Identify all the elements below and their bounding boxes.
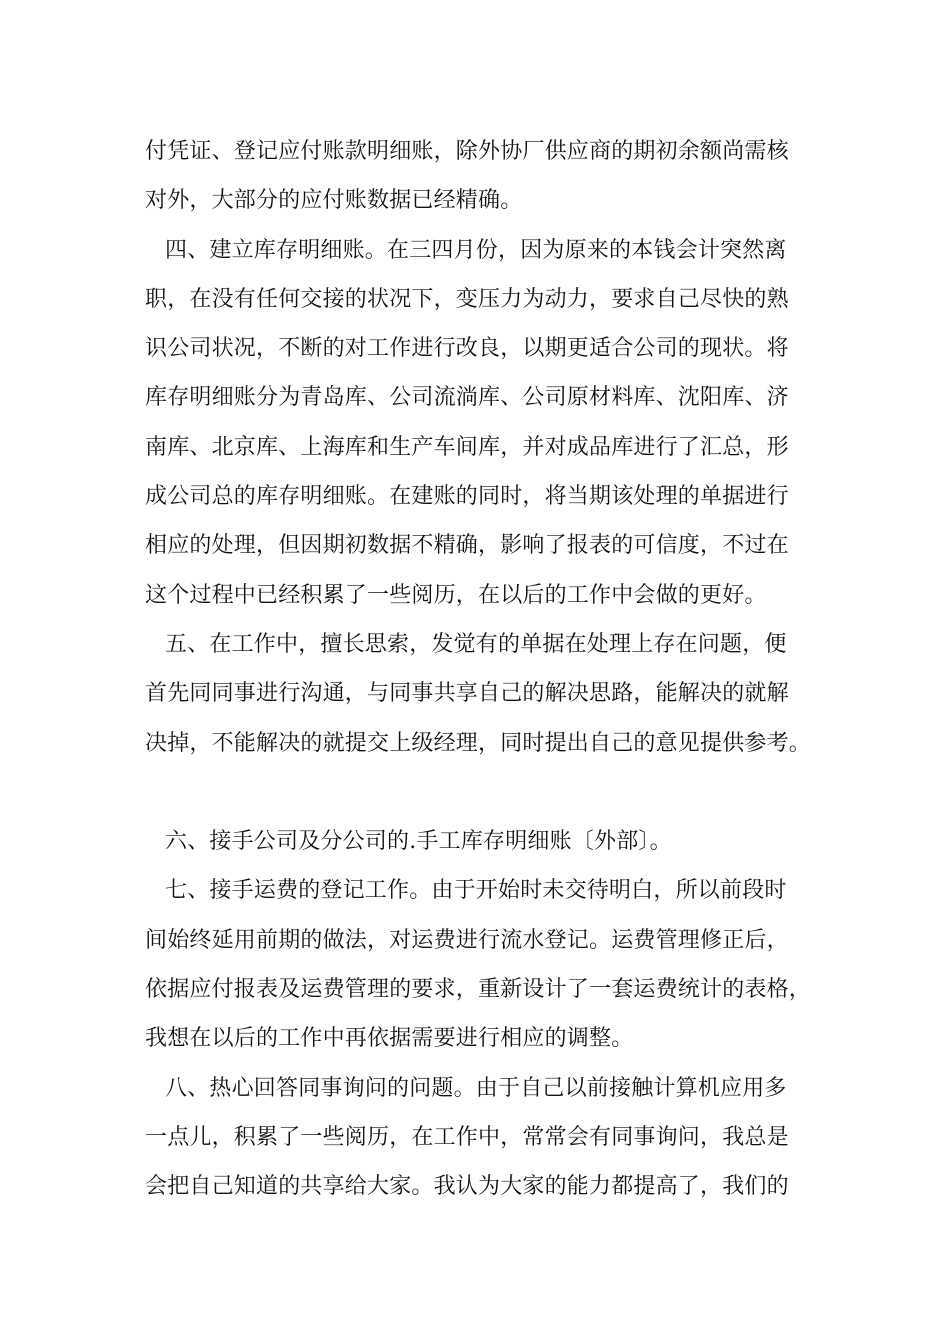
- text-line: 这个过程中已经积累了一些阅历，在以后的工作中会做的更好。: [145, 582, 767, 608]
- text-line: 库存明细账分为青岛库、公司流淌库、公司原材料库、沈阳库、济: [145, 385, 789, 411]
- text-line: 成公司总的库存明细账。在建账的同时，将当期该处理的单据进行: [145, 484, 789, 510]
- paragraph-start-8: 八、热心回答同事询问的问题。由于自己以前接触计算机应用多: [165, 1075, 787, 1101]
- text-line: 付凭证、登记应付账款明细账，除外协厂供应商的期初余额尚需核: [145, 139, 789, 164]
- text-line: 首先同同事进行沟通，与同事共享自己的解决思路，能解决的就解: [145, 681, 789, 707]
- text-line: 相应的处理，但因期初数据不精确，影响了报表的可信度，不过在: [145, 533, 789, 559]
- text-line: 我想在以后的工作中再依据需要进行相应的调整。: [145, 1026, 634, 1052]
- text-line: 依据应付报表及运费管理的要求，重新设计了一套运费统计的表格，: [145, 977, 812, 1003]
- text-line: 南库、北京库、上海库和生产车间库，并对成品库进行了汇总，形: [145, 434, 789, 460]
- paragraph-start-4: 四、建立库存明细账。在三四月份，因为原来的本钱会计突然离: [165, 237, 787, 263]
- text-line: 对外，大部分的应付账数据已经精确。: [145, 188, 523, 214]
- text-line: 职，在没有任何交接的状况下，变压力为动力，要求自己尽快的熟: [145, 286, 789, 312]
- paragraph-start-5: 五、在工作中，擅长思索，发觉有的单据在处理上存在问题，便: [165, 631, 787, 657]
- text-line: 决掉，不能解决的就提交上级经理，同时提出自己的意见提供参考。: [145, 730, 812, 756]
- document-body: [145, 132, 825, 1217]
- text-line: 间始终延用前期的做法，对运费进行流水登记。运费管理修正后，: [145, 927, 789, 953]
- paragraph-start-7: 七、接手运费的登记工作。由于开始时未交待明白，所以前段时: [165, 878, 787, 904]
- paragraph-gap: [145, 773, 825, 822]
- text-line: 识公司状况，不断的对工作进行改良，以期更适合公司的现状。将: [145, 336, 789, 362]
- text-line: 会把自己知道的共享给大家。我认为大家的能力都提高了，我们的: [145, 1174, 789, 1200]
- text-line: 一点儿，积累了一些阅历，在工作中，常常会有同事询问，我总是: [145, 1124, 789, 1150]
- paragraph-start-6: 六、接手公司及分公司的.手工库存明细账〔外部〕。: [165, 829, 672, 855]
